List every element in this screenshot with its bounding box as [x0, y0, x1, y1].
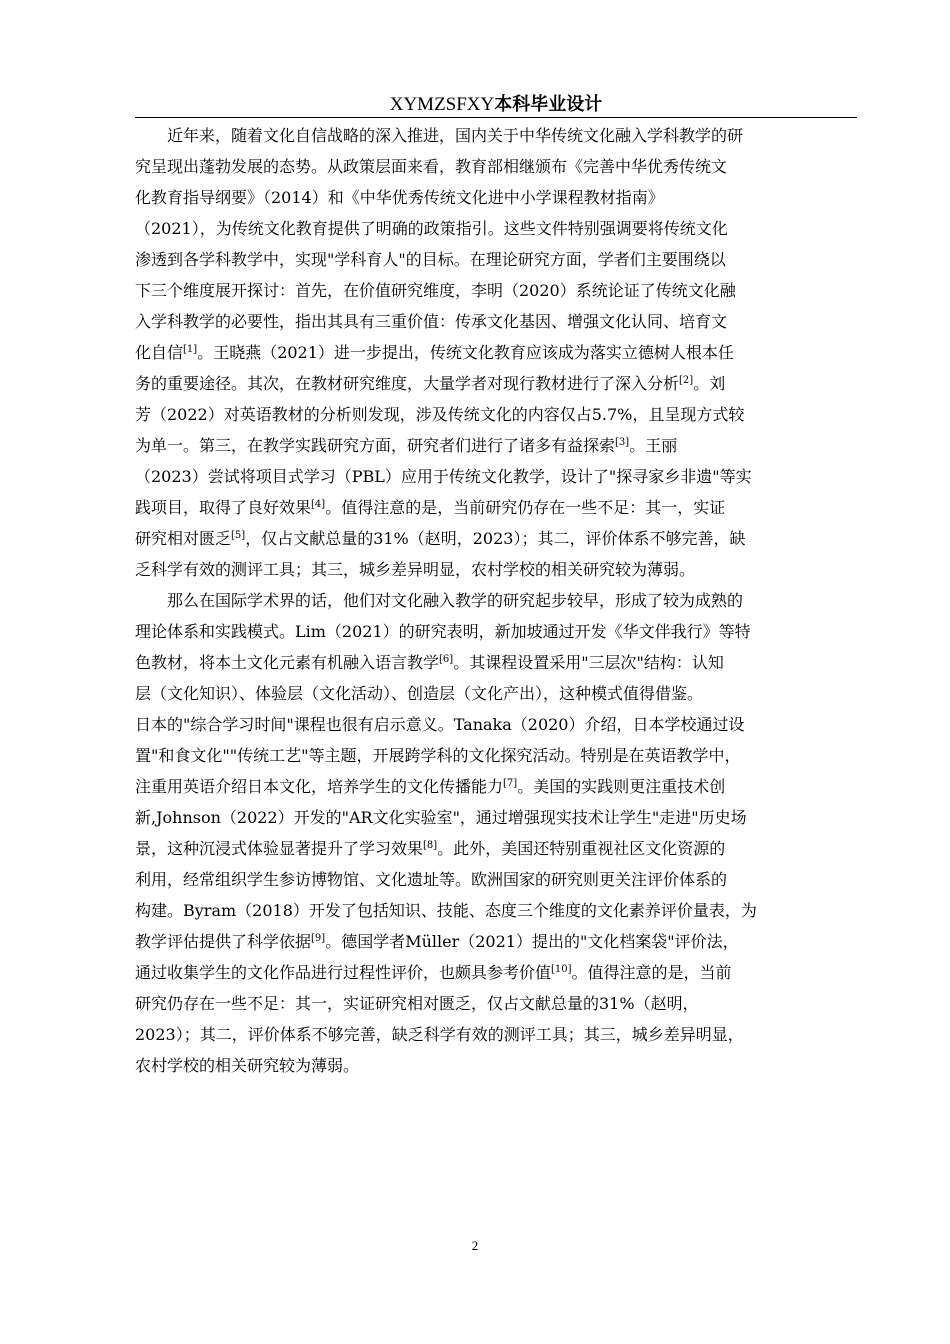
text-segment: 通过收集学生的文化作品进行过程性评价，也颇具参考价值 [135, 963, 552, 982]
text-line [135, 647, 857, 678]
text-segment: 。值得注意的是，当前 [571, 963, 732, 982]
text-segment: 芳（2022）对英语教材的分析则发现，涉及传统文化的内容仅占5.7%，且呈现方式较 [135, 405, 745, 424]
text-segment: 日本的"综合学习时间"课程也很有启示意义。Tanaka（2020）介绍，日本学校通过设 [135, 715, 745, 734]
text-line [135, 678, 857, 709]
text-line [135, 740, 857, 771]
text-segment: 乏科学有效的测评工具；其三，城乡差异明显，农村学校的相关研究较为薄弱。 [135, 560, 696, 579]
text-segment: 为单一。第三，在教学实践研究方面，研究者们进行了诸多有益探索 [135, 436, 616, 455]
text-line [135, 616, 857, 647]
text-line [135, 244, 857, 275]
text-segment: 务的重要途径。其次，在教材研究维度，大量学者对现行教材进行了深入分析 [135, 374, 680, 393]
text-segment: 。其课程设置采用"三层次"结构：认知 [453, 653, 724, 672]
text-segment: 研究相对匮乏 [135, 529, 232, 548]
text-segment: （2023）尝试将项目式学习（PBL）应用于传统文化教学，设计了"探寻家乡非遗"等实 [135, 467, 752, 486]
text-segment: 。美国的实践则更注重技术创 [517, 777, 726, 796]
citation-marker: [5] [231, 530, 246, 541]
text-segment: 2023）；其二，评价体系不够完善，缺乏科学有效的测评工具；其三，城乡差异明显， [135, 1025, 744, 1044]
text-segment: 入学科教学的必要性，指出其具有三重价值：传承文化基因、增强文化认同、培育文 [135, 312, 728, 331]
text-segment: 。王晓燕（2021）进一步提出，传统文化教育应该成为落实立德树人根本任 [197, 343, 734, 362]
citation-marker: [8] [423, 840, 438, 851]
text-line [135, 957, 857, 988]
citation-marker: [9] [311, 933, 326, 944]
text-segment: 。值得注意的是，当前研究仍存在一些不足：其一，实证 [325, 498, 726, 517]
text-line [135, 368, 857, 399]
text-line [135, 213, 857, 244]
text-line [135, 120, 857, 151]
header-title: 本科毕业设计 [494, 94, 603, 115]
text-segment: 置"和食文化""传统工艺"等主题，开展跨学科的文化探究活动。特别是在英语教学中， [135, 746, 741, 765]
text-line [135, 337, 857, 368]
text-line [135, 926, 857, 957]
text-segment: 。王丽 [629, 436, 678, 455]
citation-marker: [1] [183, 344, 198, 355]
page-number: 2 [471, 1238, 479, 1253]
text-line [135, 151, 857, 182]
text-line [135, 306, 857, 337]
paragraph [135, 585, 857, 1081]
citation-marker: [7] [503, 778, 518, 789]
text-line [135, 182, 857, 213]
text-segment: 。德国学者Müller（2021）提出的"文化档案袋"评价法， [325, 932, 739, 951]
text-segment: 究呈现出蓬勃发展的态势。从政策层面来看，教育部相继颁布《完善中华优秀传统文 [135, 157, 728, 176]
text-segment: 践项目，取得了良好效果 [135, 498, 312, 517]
text-segment: 利用，经常组织学生参访博物馆、文化遗址等。欧洲国家的研究则更关注评价体系的 [135, 870, 728, 889]
text-line [135, 771, 857, 802]
text-line [135, 399, 857, 430]
text-line [135, 554, 857, 585]
text-segment: 农村学校的相关研究较为薄弱。 [135, 1056, 360, 1075]
text-segment: 色教材，将本土文化元素有机融入语言教学 [135, 653, 440, 672]
text-segment: 近年来，随着文化自信战略的深入推进，国内关于中华传统文化融入学科教学的研 [135, 126, 744, 145]
text-segment: ，仅占文献总量的31%（赵明，2023）；其二，评价体系不够完善，缺 [245, 529, 746, 548]
text-line [135, 864, 857, 895]
text-segment: （2021），为传统文化教育提供了明确的政策指引。这些文件特别强调要将传统文化 [135, 219, 728, 238]
citation-marker: [3] [615, 437, 630, 448]
text-segment: 。刘 [693, 374, 726, 393]
text-segment: 理论体系和实践模式。Lim（2021）的研究表明，新加坡通过开发《华文伴我行》等特 [135, 622, 751, 641]
header-rule [135, 117, 857, 118]
paragraph [135, 120, 857, 585]
text-line [135, 988, 857, 1019]
text-line [135, 523, 857, 554]
text-segment: 新,Johnson（2022）开发的"AR文化实验室"，通过增强现实技术让学生"走进"历史场 [135, 808, 747, 827]
header-code: XYMZSFXY [389, 94, 495, 115]
citation-marker: [10] [551, 964, 572, 975]
citation-marker: [2] [679, 375, 694, 386]
text-segment: 层（文化知识）、体验层（文化活动）、创造层（文化产出），这种模式值得借鉴。 [135, 684, 704, 703]
text-line [135, 802, 857, 833]
page-header [135, 93, 857, 117]
text-line [135, 275, 857, 306]
text-line [135, 430, 857, 461]
text-segment: 研究仍存在一些不足：其一，实证研究相对匮乏，仅占文献总量的31%（赵明， [135, 994, 699, 1013]
text-line [135, 895, 857, 926]
text-segment: 。此外，美国还特别重视社区文化资源的 [437, 839, 726, 858]
text-line [135, 1019, 857, 1050]
text-segment: 景，这种沉浸式体验显著提升了学习效果 [135, 839, 424, 858]
text-line [135, 1050, 857, 1081]
text-segment: 注重用英语介绍日本文化，培养学生的文化传播能力 [135, 777, 504, 796]
text-segment: 化教育指导纲要》（2014）和《中华优秀传统文化进中小学课程教材指南》 [135, 188, 664, 207]
text-segment: 那么在国际学术界的话，他们对文化融入教学的研究起步较早，形成了较为成熟的 [135, 591, 744, 610]
text-segment: 构建。Byram（2018）开发了包括知识、技能、态度三个维度的文化素养评价量表，为 [135, 901, 757, 920]
text-line [135, 585, 857, 616]
citation-marker: [4] [311, 499, 326, 510]
text-line [135, 709, 857, 740]
citation-marker: [6] [439, 654, 454, 665]
text-line [135, 833, 857, 864]
body-text [135, 120, 857, 1081]
text-segment: 教学评估提供了科学依据 [135, 932, 312, 951]
text-segment: 化自信 [135, 343, 184, 362]
text-segment: 渗透到各学科教学中，实现"学科育人"的目标。在理论研究方面，学者们主要围绕以 [135, 250, 726, 269]
text-segment: 下三个维度展开探讨：首先，在价值研究维度，李明（2020）系统论证了传统文化融 [135, 281, 736, 300]
text-line [135, 492, 857, 523]
text-line [135, 461, 857, 492]
